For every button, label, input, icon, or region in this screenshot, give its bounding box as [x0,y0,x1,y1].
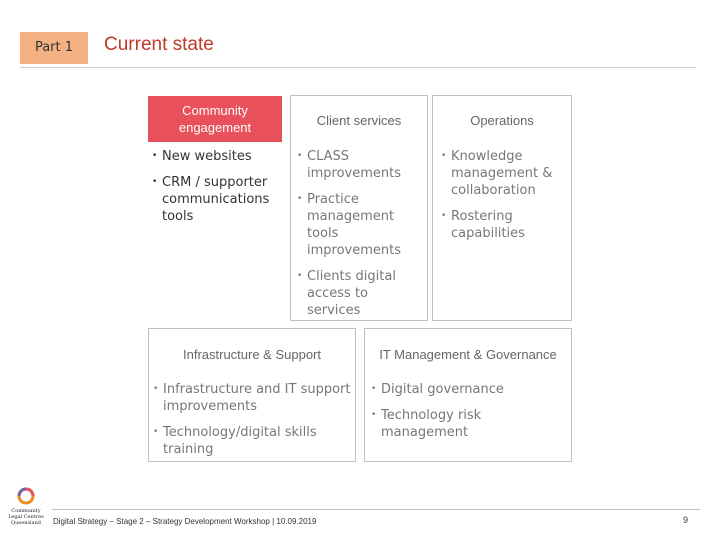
card-client-services-title: Client services [316,112,402,128]
list-item: • CRM / supporter communications tools [152,174,280,225]
logo-text: Community Legal Centres Queensland [8,508,44,526]
card-infrastructure-support-list [153,381,353,467]
card-community-engagement [148,96,282,318]
card-community-engagement-list [152,148,280,234]
ring-logo-icon [16,486,36,506]
card-operations-list [441,148,569,251]
card-it-governance-list [371,381,569,450]
card-infrastructure-support [148,328,356,462]
footer-divider [52,509,700,510]
card-community-engagement-title: Community engagement [148,96,282,142]
list-item: • Infrastructure and IT support improvements [153,381,353,415]
page-number: 9 [682,515,688,525]
card-it-governance [364,328,572,462]
list-item: • Knowledge management & collaboration [441,148,569,199]
list-item: • New websites [152,148,280,165]
card-client-services [290,95,428,321]
list-item: • Technology risk management [371,407,569,441]
list-item: • Clients digital access to services [297,268,425,319]
page-title: Current state [104,34,214,55]
card-infrastructure-support-title: Infrastructure & Support [182,346,321,362]
card-operations-title: Operations [470,112,534,128]
card-client-services-list [297,148,425,328]
list-item: • Practice management tools improvements [297,191,425,259]
list-item: • Digital governance [371,381,569,398]
card-it-governance-title: IT Management & Governance [379,346,557,362]
list-item: • CLASS improvements [297,148,425,182]
list-item: • Technology/digital skills training [153,424,353,458]
organisation-logo [6,486,46,526]
title-divider [20,67,696,68]
part-tag: Part 1 [20,32,88,64]
card-operations [432,95,572,321]
list-item: • Rostering capabilities [441,208,569,242]
footer-text: Digital Strategy – Stage 2 – Strategy Development Workshop | 10.09.2019 [53,517,317,526]
